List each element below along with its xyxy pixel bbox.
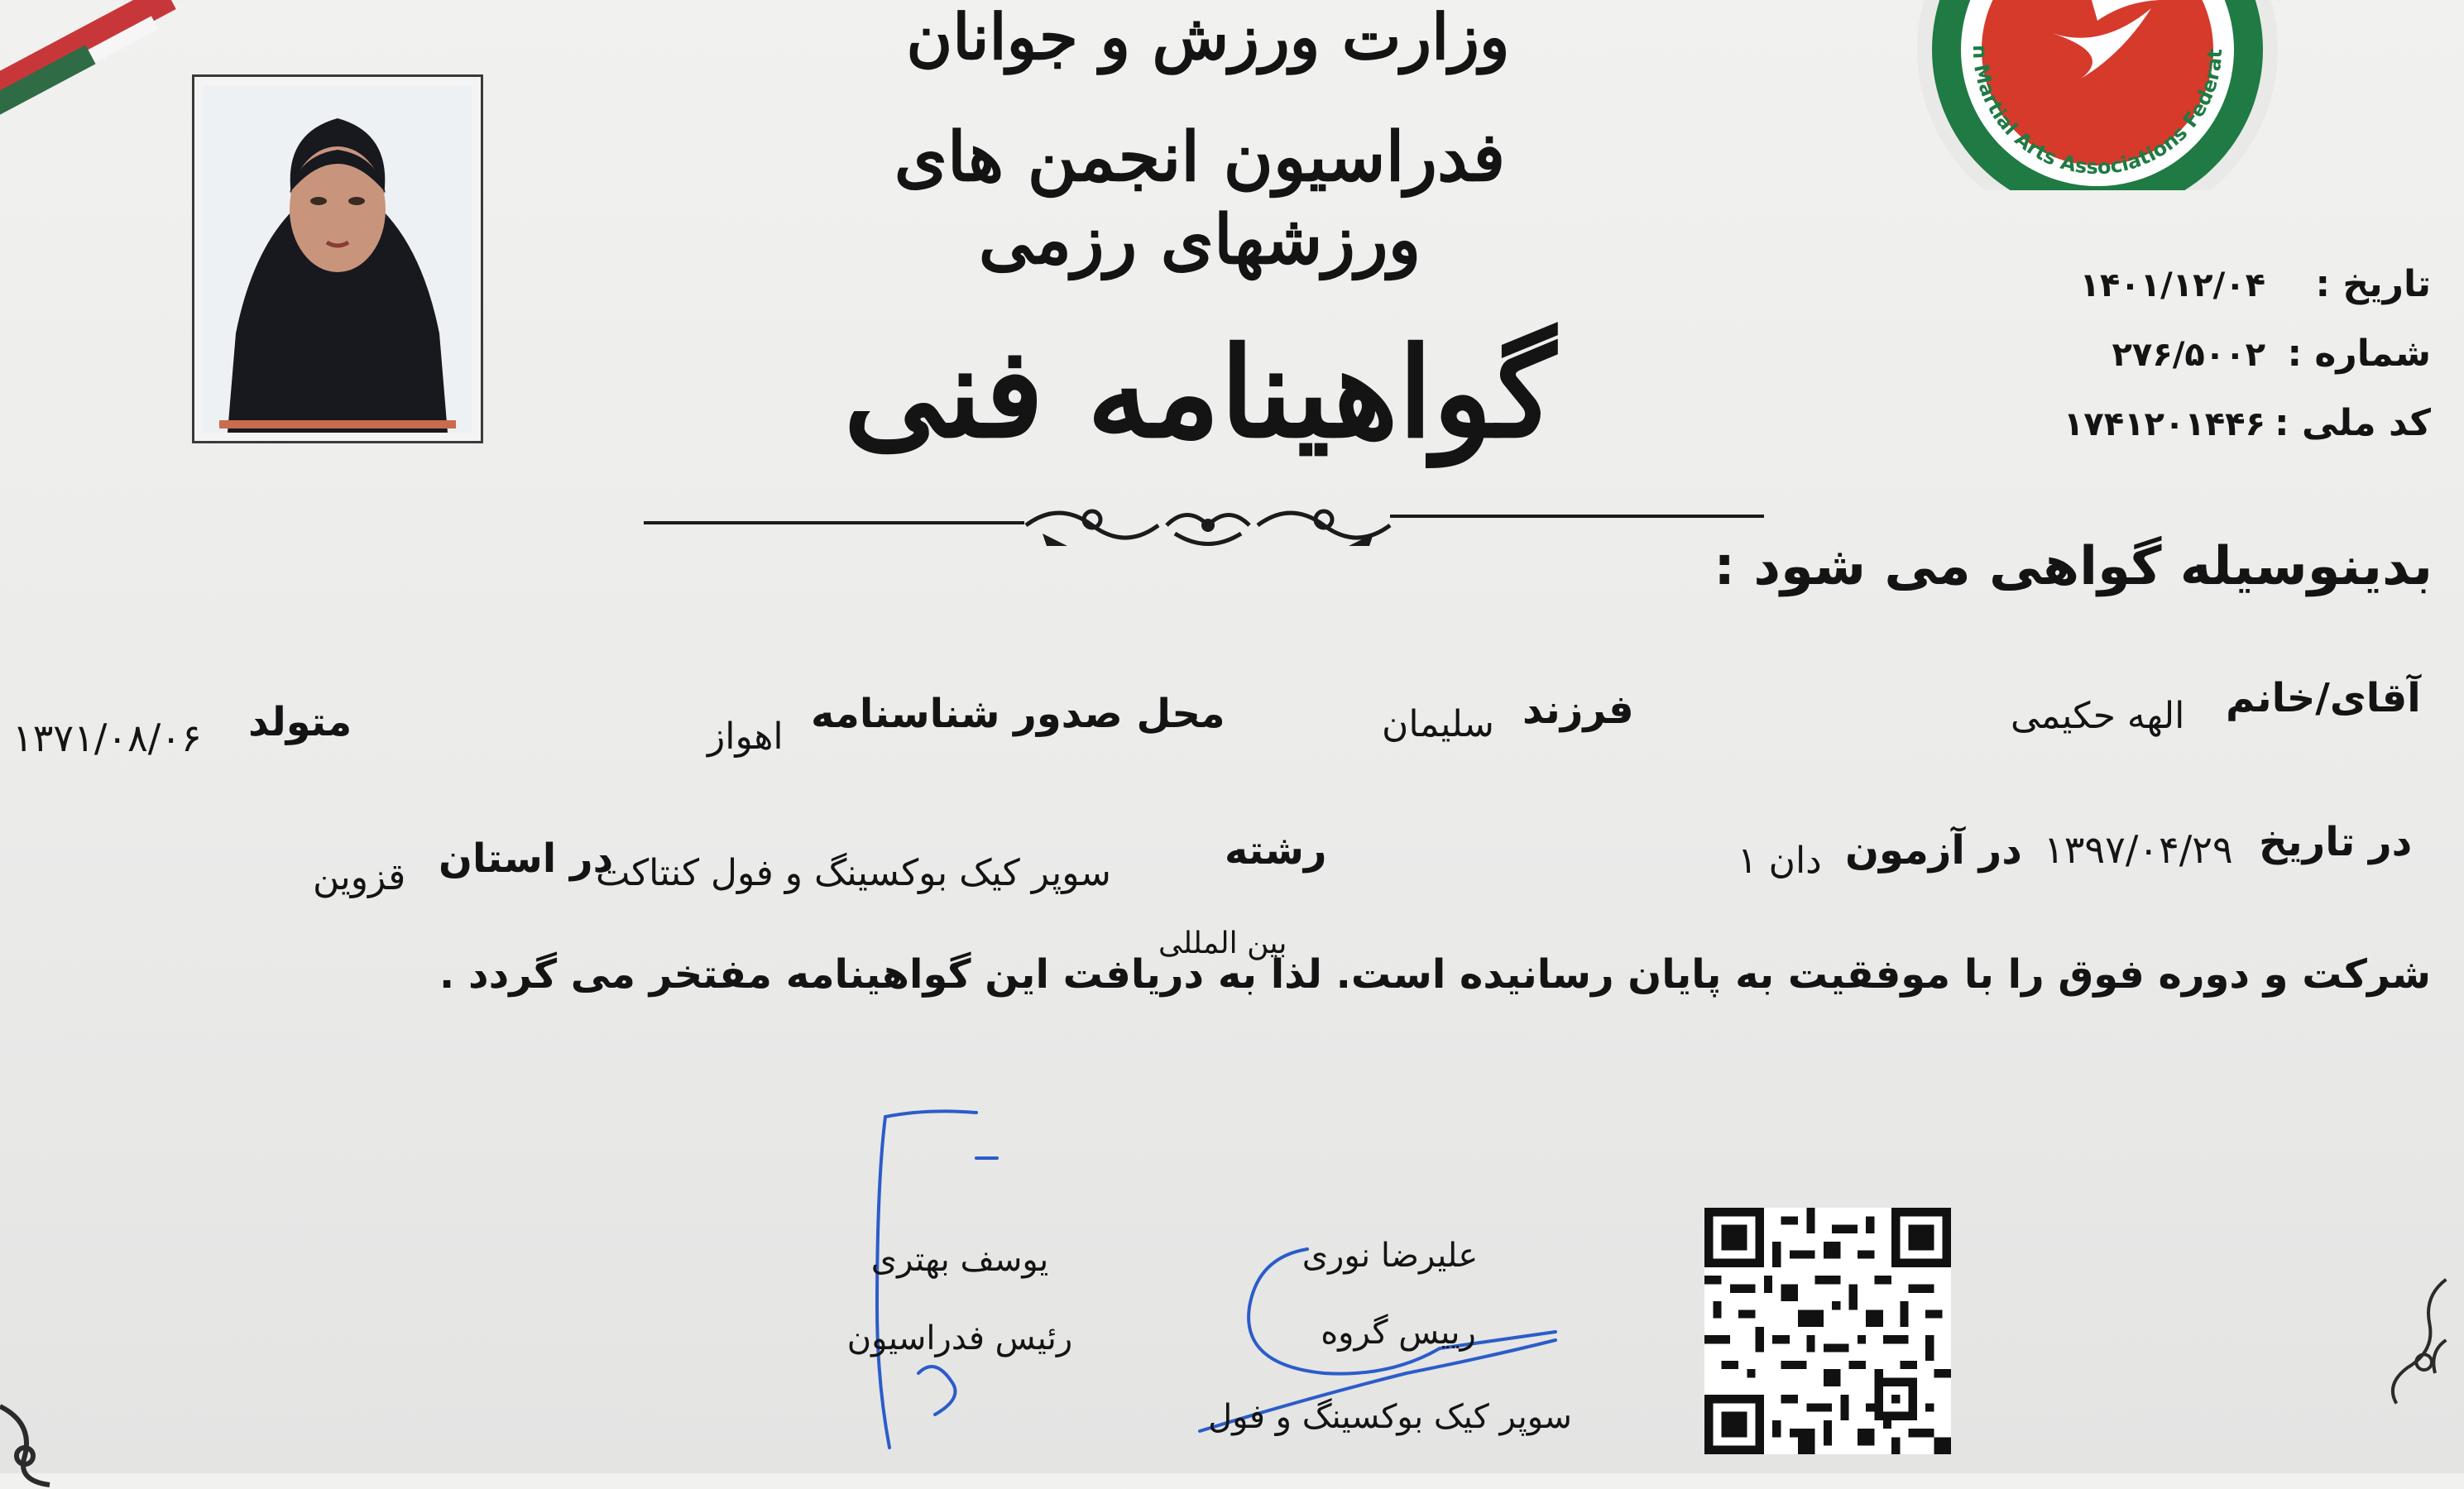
- meta-block: [2001, 263, 2431, 462]
- dan-value: دان ۱: [1738, 840, 1822, 882]
- national-code-label: کد ملی :: [2275, 402, 2431, 444]
- portrait-image: [203, 85, 472, 433]
- person-photo: [192, 74, 483, 443]
- body-paragraph: شرکت و دوره فوق را با موفقیت به پایان رسانیده است. لذا به دریافت این گواهینامه مفتخر می گردد .: [439, 951, 2431, 998]
- divider-left: [644, 521, 1024, 524]
- father-value: سلیمان: [1382, 703, 1494, 745]
- father-label: فرزند: [1522, 687, 1634, 733]
- number-value: ۲۷۶/۵۰۰۲: [2112, 336, 2265, 374]
- signature-1-role: رئیس فدراسیون: [846, 1319, 1073, 1357]
- certify-text: بدینوسیله گواهی می شود :: [1714, 536, 2433, 597]
- corner-ornament-left: [0, 1357, 108, 1489]
- ministry-title: وزارت ورزش و جوانان: [906, 0, 1510, 74]
- exam-date-value: ۱۳۹۷/۰۴/۲۹: [2044, 827, 2233, 872]
- exam-label: در آزمون: [1845, 827, 2022, 874]
- province-value: قزوین: [313, 856, 406, 898]
- exam-date-label: در تاریخ: [2259, 819, 2413, 865]
- federation-title: فدراسیون انجمن های ورزشهای رزمی: [894, 117, 1506, 280]
- signature-1-name: یوسف بهتری: [870, 1241, 1049, 1279]
- field-label: رشته: [1225, 827, 1327, 874]
- certificate-title: گواهینامه فنی: [843, 320, 1556, 466]
- date-value: ۱۴۰۱/۱۲/۰۴: [2079, 266, 2265, 304]
- birth-label: متولد: [248, 699, 352, 745]
- issue-place-label: محل صدور شناسنامه: [811, 691, 1225, 737]
- number-label: شماره :: [2287, 333, 2431, 375]
- divider-right: [1390, 515, 1764, 518]
- province-label: در استان: [439, 835, 614, 882]
- international-note: بین المللی: [1158, 926, 1287, 960]
- federation-logo: [1911, 0, 2284, 190]
- name-label: آقای/خانم: [2226, 675, 2421, 721]
- issue-place-value: اهواز: [707, 716, 784, 758]
- date-label: تاریخ :: [2315, 263, 2431, 305]
- ornament-flourish: [1009, 488, 1407, 563]
- signature-2-role: رییس گروه: [1321, 1314, 1476, 1352]
- logo-ring-text: n Martial Arts Associations Federat: [1968, 44, 2227, 180]
- corner-ornament-right: [2356, 1274, 2464, 1406]
- birth-value: ۱۳۷۱/۰۸/۰۶: [12, 716, 202, 760]
- field-value: سوپر کیک بوکسینگ و فول کنتاکت: [596, 852, 1111, 894]
- signature-2-dept: سوپر کیک بوکسینگ و فول: [1208, 1398, 1572, 1436]
- national-code-value: ۱۷۴۱۲۰۱۴۴۶: [2063, 405, 2265, 443]
- signature-2-name: علیرضا نوری: [1302, 1237, 1479, 1275]
- qr-code: [1704, 1208, 1951, 1454]
- name-value: الهه حکیمی: [2011, 695, 2185, 737]
